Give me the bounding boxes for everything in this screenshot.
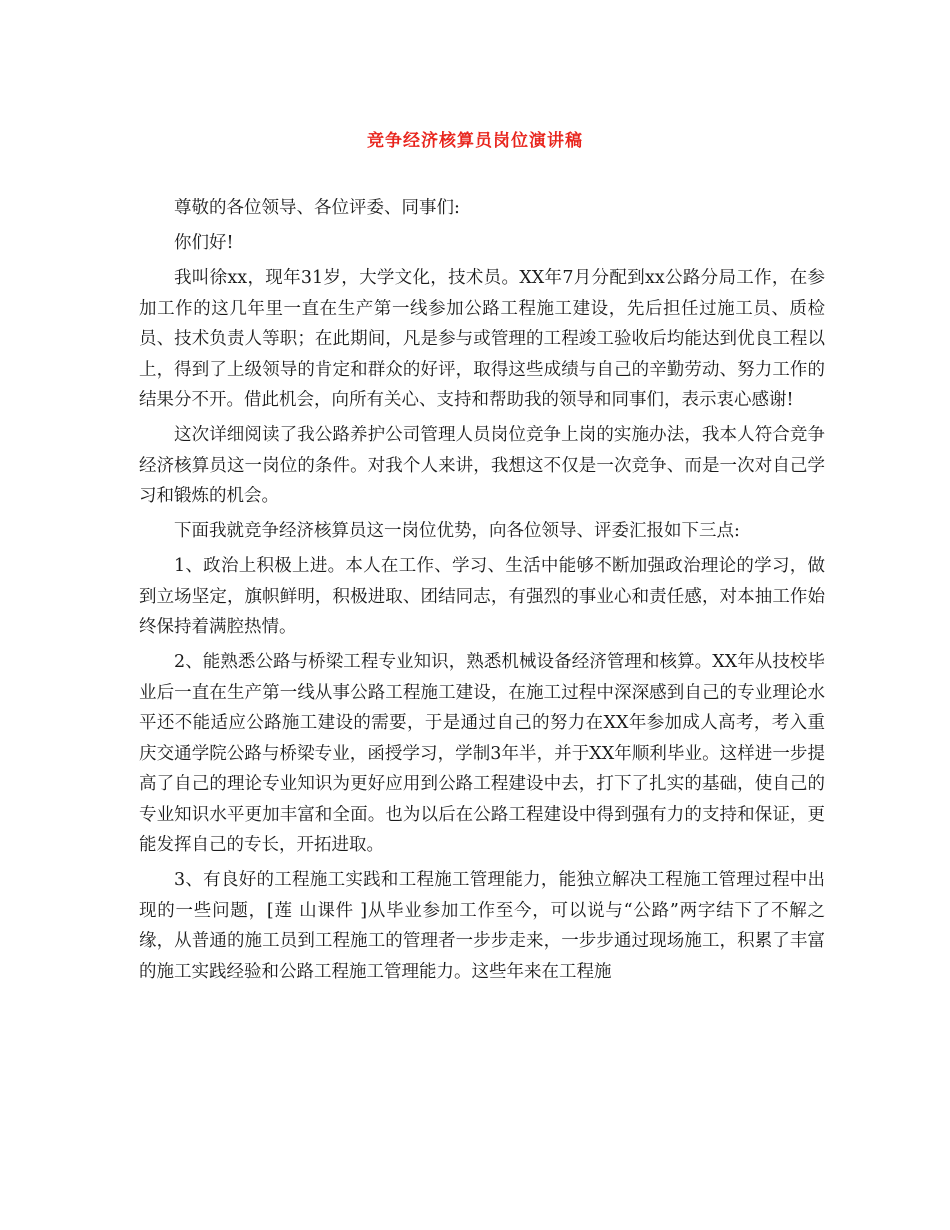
document-body (139, 193, 825, 992)
paragraph-point-1: 1、政治上积极上进。本人在工作、学习、生活中能够不断加强政治理论的学习，做到立场坚定，旗帜鲜明，积极进取、团结同志，有强烈的事业心和责任感，对本抽工作始终保持着满腔热情。 (139, 556, 825, 637)
paragraph-point-3: 3、有良好的工程施工实践和工程施工管理能力，能独立解决工程施工管理过程中出现的一些问题，[莲 山课件 ]从毕业参加工作至今，可以说与“公路”两字结下了不解之缘，从普通的施工员到工程施工的管理者一步步走来，一步步通过现场施工，积累了丰富的施工实践经验和公路工程施工管理能力。这些年来在工程施 (139, 870, 825, 982)
paragraph-qualification: 这次详细阅读了我公路养护公司管理人员岗位竞争上岗的实施办法，我本人符合竞争经济核算员这一岗位的条件。对我个人来讲，我想这不仅是一次竞争、而是一次对自己学习和锻炼的机会。 (139, 425, 825, 506)
document-title: 竞争经济核算员岗位演讲稿 (367, 131, 583, 151)
paragraph-introduction: 我叫徐xx，现年31岁，大学文化，技术员。XX年7月分配到xx公路分局工作，在参加工作的这几年里一直在生产第一线参加公路工程施工建设，先后担任过施工员、质检员、技术负责人等职；在此期间，凡是参与或管理的工程竣工验收后均能达到优良工程以上，得到了上级领导的肯定和群众的好评，取得这些成绩与自己的辛勤劳动、努力工作的结果分不开。借此机会，向所有关心、支持和帮助我的领导和同事们，表示衷心感谢! (139, 268, 825, 410)
greeting: 你们好! (174, 233, 234, 253)
paragraph-advantages-intro: 下面我就竞争经济核算员这一岗位优势，向各位领导、评委汇报如下三点: (174, 521, 740, 541)
paragraph-point-2: 2、能熟悉公路与桥梁工程专业知识，熟悉机械设备经济管理和核算。XX年从技校毕业后一直在生产第一线从事公路工程施工建设，在施工过程中深深感到自己的专业理论水平还不能适应公路施工建设的需要，于是通过自己的努力在XX年参加成人高考，考入重庆交通学院公路与桥梁专业，函授学习，学制3年半，并于XX年顺利毕业。这样进一步提高了自己的理论专业知识为更好应用到公路工程建设中去，打下了扎实的基础，使自己的专业知识水平更加丰富和全面。也为以后在公路工程建设中得到强有力的支持和保证，更能发挥自己的专长，开拓进取。 (139, 652, 825, 855)
salutation: 尊敬的各位领导、各位评委、同事们: (174, 198, 460, 218)
